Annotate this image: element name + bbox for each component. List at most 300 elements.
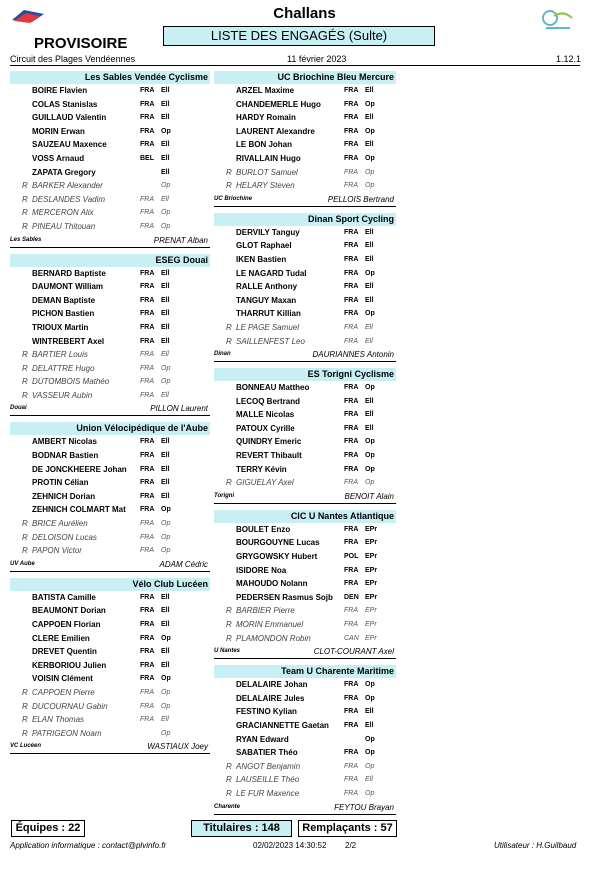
rider-name: RIVALLAIN Hugo <box>236 153 301 163</box>
rider-nationality: FRA <box>140 337 155 345</box>
rider-category: EPr <box>365 607 377 615</box>
team-director-row <box>214 645 396 659</box>
teams-column-right <box>214 71 396 821</box>
rider-row <box>10 84 210 98</box>
starters-count: Titulaires : 148 <box>191 820 292 837</box>
rider-name: GUILLAUD Valentin <box>32 113 107 123</box>
rider-category: Ell <box>161 154 170 162</box>
rider-name: BONNEAU Mattheo <box>236 383 310 393</box>
rider-name: PICHON Bastien <box>32 309 95 319</box>
rider-row <box>214 125 396 139</box>
rider-row <box>214 773 396 787</box>
list-title: LISTE DES ENGAGÉS (Sulte) <box>163 26 435 46</box>
rider-name: IKEN Bastien <box>236 254 287 264</box>
rider-category: Op <box>161 547 171 555</box>
rider-row <box>10 645 210 659</box>
rider-row <box>214 179 396 193</box>
reserve-flag: R <box>226 478 232 488</box>
rider-row <box>214 692 396 706</box>
rider-row <box>214 536 396 550</box>
rider-row <box>214 435 396 449</box>
rider-row <box>214 476 396 490</box>
rider-category: Op <box>161 675 171 683</box>
team-abbreviation: Dinan <box>214 351 231 358</box>
rider-row <box>10 335 210 349</box>
rider-name: PROTIN Célian <box>32 478 89 488</box>
rider-row <box>214 564 396 578</box>
reserve-flag: R <box>22 546 28 556</box>
team-block <box>214 510 396 659</box>
rider-row <box>214 422 396 436</box>
rider-category: Ell <box>365 242 374 250</box>
rider-nationality: FRA <box>344 323 358 331</box>
city-title: Challans <box>273 5 336 22</box>
rider-name: DELOISON Lucas <box>32 532 97 542</box>
team-name: Team U Charente Maritime <box>214 665 396 678</box>
rider-row <box>214 395 396 409</box>
rider-category: Ell <box>365 323 373 331</box>
rider-category: Op <box>161 209 171 217</box>
reserve-flag: R <box>22 221 28 231</box>
rider-category: EPr <box>365 553 378 561</box>
team-block <box>10 422 210 571</box>
rider-name: VOSS Arnaud <box>32 153 85 163</box>
rider-row <box>10 220 210 234</box>
rider-category: Op <box>365 749 375 757</box>
rider-name: BURLOT Samuel <box>236 167 298 177</box>
rider-category: Op <box>161 378 171 386</box>
rider-row <box>10 727 210 741</box>
rider-nationality: FRA <box>140 675 155 683</box>
rider-name: CLERE Emilien <box>32 633 90 643</box>
rider-name: MORIN Erwan <box>32 126 85 136</box>
rider-nationality: FRA <box>140 593 155 601</box>
rider-category: Op <box>365 789 375 797</box>
rider-nationality: FRA <box>344 310 359 318</box>
rider-row <box>10 604 210 618</box>
rider-row <box>214 523 396 537</box>
rider-category: Ell <box>365 296 374 304</box>
rider-row <box>10 435 210 449</box>
rider-row <box>214 267 396 281</box>
rider-nationality: FRA <box>344 154 359 162</box>
rider-nationality: FRA <box>344 114 359 122</box>
rider-nationality: FRA <box>140 520 154 528</box>
rider-category: Ell <box>365 397 374 405</box>
rider-nationality: FRA <box>140 378 154 386</box>
rider-name: BRICE Aurélien <box>32 519 88 529</box>
rider-name: MERCERON Alix <box>32 208 94 218</box>
rider-category: Op <box>365 310 375 318</box>
rider-name: CAPPOEN Pierre <box>32 687 95 697</box>
rider-nationality: FRA <box>344 479 358 487</box>
rider-row <box>214 705 396 719</box>
rider-nationality: FRA <box>140 222 154 230</box>
rider-category: Ell <box>365 721 374 729</box>
rider-name: VOISIN Clément <box>32 674 93 684</box>
rider-row <box>214 239 396 253</box>
rider-row <box>214 618 396 632</box>
team-director: WASTIAUX Joey <box>147 742 208 752</box>
rider-name: REVERT Thibault <box>236 451 302 461</box>
rider-category: Ell <box>161 648 170 656</box>
rider-row <box>214 152 396 166</box>
rider-row <box>214 678 396 692</box>
rider-category: Ell <box>365 228 374 236</box>
rider-category: Op <box>365 154 375 162</box>
rider-row <box>10 476 210 490</box>
rider-name: TRIOUX Martin <box>32 322 89 332</box>
rider-nationality: FRA <box>344 242 359 250</box>
rider-row <box>214 294 396 308</box>
rider-name: SAUZEAU Maxence <box>32 140 107 150</box>
rider-nationality: FRA <box>140 87 155 94</box>
rider-category: Ell <box>161 593 170 601</box>
rider-row <box>10 449 210 463</box>
rider-category: Ell <box>161 621 170 628</box>
team-block <box>10 254 210 417</box>
rider-name: TANGUY Maxan <box>236 295 297 305</box>
rider-nationality: FRA <box>140 533 154 541</box>
rider-nationality: FRA <box>344 141 359 149</box>
rider-nationality: FRA <box>140 479 155 487</box>
rider-row <box>10 111 210 125</box>
rider-row <box>10 700 210 714</box>
team-director: CLOT-COURANT Axel <box>313 647 394 657</box>
rider-row <box>10 389 210 403</box>
rider-nationality: FRA <box>140 465 155 473</box>
rider-name: AMBERT Nicolas <box>32 437 97 447</box>
rider-nationality: FRA <box>344 762 358 770</box>
rider-row <box>214 449 396 463</box>
rider-category: Op <box>365 452 375 460</box>
rider-row <box>214 226 396 240</box>
rider-nationality: FRA <box>344 452 359 460</box>
reserve-flag: R <box>22 532 28 542</box>
team-name: ES Torigni Cyclisme <box>214 368 396 381</box>
rider-category: EPr <box>365 566 378 574</box>
team-name: Vélo Club Lucéen <box>10 578 210 591</box>
team-director: FEYTOU Brayan <box>334 802 394 812</box>
rider-name: GRACIANNETTE Gaetan <box>236 720 329 730</box>
rider-category: EPr <box>365 580 378 588</box>
rider-category: Op <box>365 479 375 487</box>
rider-row <box>214 98 396 112</box>
rider-nationality: FRA <box>344 127 359 135</box>
rider-nationality: FRA <box>344 621 358 628</box>
rider-name: BARKER Alexander <box>32 181 103 191</box>
rider-name: COLAS Stanislas <box>32 99 98 109</box>
rider-category: EPr <box>365 525 378 533</box>
rider-nationality: FRA <box>344 681 359 689</box>
rider-name: TERRY Kévin <box>236 464 287 474</box>
rider-name: HARDY Romain <box>236 113 296 123</box>
rider-row <box>10 294 210 308</box>
rider-name: LAURENT Alexandre <box>236 126 315 136</box>
rider-nationality: FRA <box>344 283 359 291</box>
rider-row <box>10 659 210 673</box>
rider-nationality: FRA <box>344 397 359 405</box>
rider-name: BARTIER Louis <box>32 350 88 360</box>
rider-row <box>10 138 210 152</box>
rider-name: BERNARD Baptiste <box>32 268 106 278</box>
rider-name: BOULET Enzo <box>236 524 291 534</box>
rider-category: Ell <box>161 452 170 460</box>
rider-name: GLOT Raphael <box>236 241 292 251</box>
rider-category: Op <box>365 100 375 108</box>
rider-row <box>214 550 396 564</box>
rider-category: Ell <box>161 479 170 487</box>
rider-category: EPr <box>365 621 377 628</box>
rider-row <box>10 672 210 686</box>
rider-nationality: FRA <box>140 688 154 696</box>
rider-name: HELARY Steven <box>236 181 295 191</box>
rider-name: DREVET Quentin <box>32 647 97 657</box>
rider-row <box>10 193 210 207</box>
rider-nationality: POL <box>344 553 359 561</box>
rider-name: PATRIGEON Noam <box>32 728 102 738</box>
rider-name: BARBIER Pierre <box>236 606 295 616</box>
rider-name: WINTREBERT Axel <box>32 336 105 346</box>
reserve-flag: R <box>226 606 232 616</box>
rider-name: ZEHNICH COLMART Mat <box>32 505 126 515</box>
rider-category: Ell <box>365 283 374 291</box>
team-abbreviation: U Nantes <box>214 648 241 655</box>
rider-nationality: FRA <box>140 127 155 135</box>
rider-row <box>10 321 210 335</box>
rider-category: Op <box>161 520 171 528</box>
rider-name: VASSEUR Aubin <box>32 390 93 400</box>
rider-nationality: FRA <box>344 424 359 432</box>
rider-row <box>10 206 210 220</box>
rider-nationality: FRA <box>140 716 154 724</box>
rider-name: DEMAN Baptiste <box>32 295 96 305</box>
rider-row <box>10 280 210 294</box>
reserve-flag: R <box>22 701 28 711</box>
rider-category: Ell <box>161 100 170 108</box>
rider-category: Ell <box>161 607 170 615</box>
rider-nationality: FRA <box>344 525 359 533</box>
rider-nationality: FRA <box>344 721 359 729</box>
team-block <box>214 665 396 814</box>
rider-name: GRYGOWSKY Hubert <box>236 552 318 562</box>
rider-category: Ell <box>161 716 169 724</box>
rider-row <box>214 253 396 267</box>
rider-nationality: FRA <box>140 364 154 372</box>
rider-row <box>214 280 396 294</box>
rider-row <box>214 138 396 152</box>
team-block <box>214 213 396 362</box>
reserve-flag: R <box>22 363 28 373</box>
team-director-row <box>214 801 396 815</box>
rider-category: Op <box>161 222 171 230</box>
rider-category: Ell <box>365 141 374 149</box>
reserve-flag: R <box>22 519 28 529</box>
rider-row <box>10 632 210 646</box>
rider-nationality: FRA <box>140 391 154 399</box>
team-abbreviation: Torigni <box>214 492 235 499</box>
rider-name: DE JONCKHEERE Johan <box>32 464 127 474</box>
team-director: PRENAT Alban <box>153 235 208 245</box>
rider-name: SAILLENFEST Leo <box>236 336 305 346</box>
rider-nationality: FRA <box>344 411 359 419</box>
reserve-flag: R <box>22 687 28 697</box>
rider-name: ZAPATA Gregory <box>32 167 96 177</box>
rider-name: ZEHNICH Dorian <box>32 491 96 501</box>
rider-name: MAHOUDO Nolann <box>236 579 308 589</box>
rider-category: Op <box>365 438 375 446</box>
rider-row <box>214 166 396 180</box>
race-code: 1.12.1 <box>556 54 582 64</box>
rider-nationality: FRA <box>140 607 155 615</box>
team-director-row <box>10 740 210 754</box>
rider-name: GIGUELAY Axel <box>236 478 294 488</box>
rider-nationality: FRA <box>344 269 359 277</box>
team-director: ADAM Cédric <box>159 559 208 569</box>
team-name: Dinan Sport Cycling <box>214 213 396 226</box>
rider-category: Op <box>365 762 375 770</box>
rider-row <box>214 760 396 774</box>
rider-name: DELATTRE Hugo <box>32 363 95 373</box>
team-name: ESEG Douai <box>10 254 210 267</box>
rider-nationality: FRA <box>344 438 359 446</box>
team-director: PELLOIS Bertrand <box>327 194 394 204</box>
rider-category: Ell <box>161 195 169 203</box>
rider-category: Op <box>365 127 375 135</box>
rider-category: Ell <box>161 114 170 122</box>
rider-nationality: FRA <box>344 465 359 473</box>
rider-nationality: FRA <box>140 547 154 555</box>
rider-category: Op <box>161 702 171 710</box>
rider-category: Op <box>365 168 375 176</box>
rider-nationality: FRA <box>140 310 155 318</box>
rider-name: LE NAGARD Tudal <box>236 268 307 278</box>
rider-nationality: FRA <box>344 789 358 797</box>
rider-name: BOURGOUYNE Lucas <box>236 538 320 548</box>
rider-nationality: FRA <box>140 209 154 217</box>
rider-row <box>214 604 396 618</box>
rider-category: Op <box>365 182 375 190</box>
rider-row <box>214 787 396 801</box>
rider-nationality: FRA <box>140 492 155 500</box>
rider-category: Op <box>365 384 375 392</box>
teams-column-left <box>10 71 210 760</box>
rider-name: PATOUX Cyrille <box>236 423 295 433</box>
rider-row <box>10 517 210 531</box>
app-contact: Application informatique : contact@plvinfo.fr <box>10 841 167 850</box>
reserve-flag: R <box>22 208 28 218</box>
team-abbreviation: VC Lucéen <box>10 743 42 750</box>
rider-category: Ell <box>161 296 170 304</box>
rider-nationality: FRA <box>344 255 359 263</box>
reserve-flag: R <box>226 788 232 798</box>
rider-category: Ell <box>365 411 374 419</box>
rider-category: EPr <box>365 593 378 601</box>
rider-name: ELAN Thomas <box>32 715 85 725</box>
team-director-row <box>214 348 396 362</box>
team-block <box>10 578 210 755</box>
rider-category: Op <box>161 533 171 541</box>
rider-row <box>10 503 210 517</box>
rider-name: DUTOMBOIS Mathéo <box>32 377 110 387</box>
team-abbreviation: UC Briochine <box>214 195 253 202</box>
team-director: DAURIANNES Antonin <box>312 350 394 360</box>
rider-category: Ell <box>365 114 374 122</box>
team-director-row <box>214 193 396 207</box>
rider-name: LAUSEILLE Théo <box>236 775 300 785</box>
rider-name: LE BON Johan <box>236 140 293 150</box>
rider-category: Op <box>161 182 171 190</box>
rider-category: Op <box>161 634 171 642</box>
rider-nationality: FRA <box>140 661 155 669</box>
rider-row <box>214 719 396 733</box>
rider-name: DESLANDES Vadim <box>32 194 106 204</box>
rider-category: Op <box>365 465 375 473</box>
rider-category: Ell <box>161 492 170 500</box>
rider-nationality: FRA <box>140 114 155 122</box>
team-director-row <box>214 490 396 504</box>
team-director-row <box>10 402 210 416</box>
reserve-flag: R <box>226 167 232 177</box>
team-name: Union Vélocipédique de l'Aube <box>10 422 210 435</box>
rider-category: Ell <box>161 337 170 345</box>
rider-row <box>10 490 210 504</box>
rider-name: MALLE Nicolas <box>236 410 295 420</box>
reserve-flag: R <box>226 620 232 629</box>
team-name: UC Briochine Bleu Mercure <box>214 71 396 84</box>
rider-row <box>10 463 210 477</box>
rider-nationality: FRA <box>344 566 359 574</box>
rider-name: ANGOT Benjamin <box>236 761 301 771</box>
rider-nationality: FRA <box>140 351 154 359</box>
reserve-flag: R <box>22 715 28 725</box>
rider-row <box>214 84 396 98</box>
header-divider <box>10 65 580 66</box>
rider-name: FESTINO Kylian <box>236 707 297 717</box>
rider-name: PAPON Victor <box>32 546 82 556</box>
team-director-row <box>10 234 210 248</box>
rider-category: Ell <box>161 269 170 277</box>
team-abbreviation: Les Sables <box>10 236 42 243</box>
rider-row <box>214 577 396 591</box>
rider-nationality: FRA <box>344 749 359 757</box>
rider-name: CAPPOEN Florian <box>32 620 101 629</box>
rider-category: Ell <box>161 351 169 359</box>
rider-name: BODNAR Bastien <box>32 451 99 461</box>
reserve-flag: R <box>22 390 28 400</box>
team-director-row <box>10 558 210 572</box>
rider-name: PLAMONDON Robin <box>236 633 311 643</box>
rider-name: RYAN Edward <box>236 734 289 744</box>
rider-row <box>214 746 396 760</box>
rider-row <box>214 408 396 422</box>
team-director: PILLON Laurent <box>150 404 208 414</box>
rider-category: EPr <box>365 634 377 642</box>
rider-category: Op <box>161 506 171 514</box>
rider-nationality: FRA <box>344 539 359 547</box>
reserve-flag: R <box>226 761 232 771</box>
rider-row <box>214 335 396 349</box>
team-director: BENOIT Alain <box>344 491 394 501</box>
rider-nationality: FRA <box>344 168 358 176</box>
reserve-flag: R <box>22 350 28 360</box>
rider-name: DELALAIRE Jules <box>236 693 305 703</box>
rider-nationality: FRA <box>344 87 359 94</box>
rider-row <box>10 152 210 166</box>
rider-name: DELALAIRE Johan <box>236 680 308 690</box>
rider-category: Ell <box>161 141 170 149</box>
rider-nationality: FRA <box>344 100 359 108</box>
